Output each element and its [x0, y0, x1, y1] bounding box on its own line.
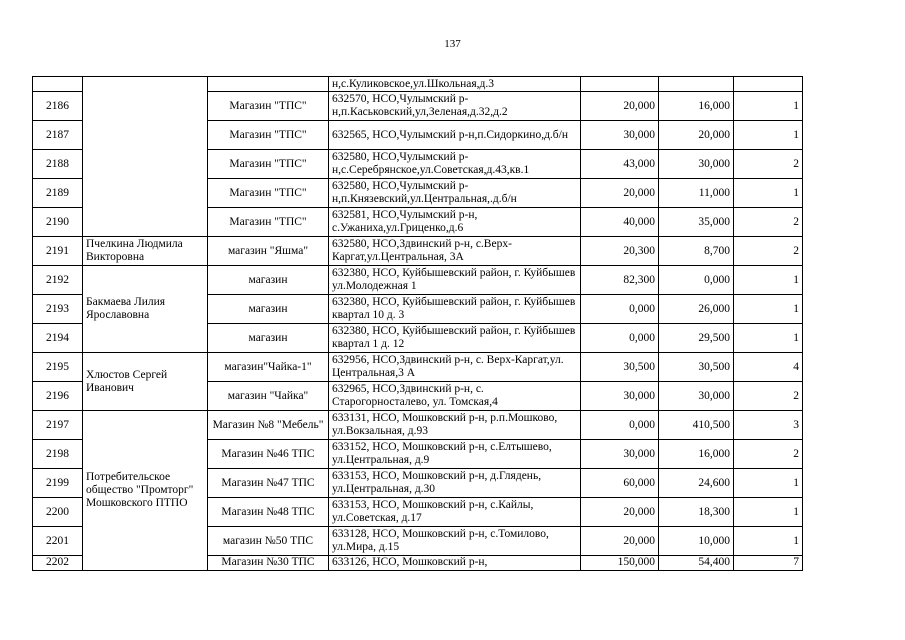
value3-cell: 2	[734, 440, 803, 469]
value1-cell: 30,000	[581, 440, 659, 469]
value1-cell: 82,300	[581, 266, 659, 295]
row-number-cell: 2187	[33, 121, 83, 150]
value3-cell: 3	[734, 411, 803, 440]
table-row	[33, 411, 803, 440]
row-number-cell: 2186	[33, 92, 83, 121]
object-cell: Магазин №48 ТПС	[208, 498, 329, 527]
row-number-cell: 2192	[33, 266, 83, 295]
value1-cell: 40,000	[581, 208, 659, 237]
address-cell: 632580, НСО,Здвинский р-н, с.Верх-Каргат,ул.Центральная, 3А	[329, 237, 581, 266]
address-cell: 633131, НСО, Мошковский р-н, р.п.Мошково, ул.Вокзальная, д.93	[329, 411, 581, 440]
object-cell: магазин	[208, 266, 329, 295]
object-cell: Магазин №46 ТПС	[208, 440, 329, 469]
value3-cell: 1	[734, 179, 803, 208]
value3-cell: 2	[734, 208, 803, 237]
object-cell: Магазин №8 "Мебель"	[208, 411, 329, 440]
address-cell: 632580, НСО,Чулымский р-н,п.Князевский,ул.Центральная,.д.б/н	[329, 179, 581, 208]
address-cell: 632565, НСО,Чулымский р-н,п.Сидоркино,д.б/н	[329, 121, 581, 150]
object-cell: Магазин №30 ТПС	[208, 556, 329, 571]
row-number-cell: 2199	[33, 469, 83, 498]
value1-cell: 150,000	[581, 556, 659, 571]
value3-cell: 1	[734, 121, 803, 150]
object-cell: магазин"Чайка-1"	[208, 353, 329, 382]
table-row	[33, 353, 803, 382]
row-number-cell: 2189	[33, 179, 83, 208]
value3-cell: 4	[734, 353, 803, 382]
object-cell: магазин	[208, 324, 329, 353]
value2-cell: 26,000	[659, 295, 734, 324]
row-number-cell: 2195	[33, 353, 83, 382]
value3-cell: 1	[734, 498, 803, 527]
table-row	[33, 77, 803, 92]
row-number-cell: 2201	[33, 527, 83, 556]
value3-cell	[734, 77, 803, 92]
address-cell: 633128, НСО, Мошковский р-н, с.Томилово, ул.Мира, д.15	[329, 527, 581, 556]
value2-cell: 30,000	[659, 150, 734, 179]
address-cell: 633152, НСО, Мошковский р-н, с.Елтышево, ул.Центральная, д.9	[329, 440, 581, 469]
value3-cell: 7	[734, 556, 803, 571]
object-cell: магазин	[208, 295, 329, 324]
row-number-cell: 2198	[33, 440, 83, 469]
value3-cell: 1	[734, 92, 803, 121]
value1-cell: 30,000	[581, 382, 659, 411]
value2-cell: 16,000	[659, 92, 734, 121]
value2-cell: 30,000	[659, 382, 734, 411]
value1-cell: 43,000	[581, 150, 659, 179]
owner-cell: Потребительское общество "Промторг" Мошковского ПТПО	[83, 411, 208, 571]
address-cell: 633153, НСО, Мошковский р-н, с.Кайлы, ул.Советская, д.17	[329, 498, 581, 527]
address-cell: 632380, НСО, Куйбышевский район, г. Куйбышев квартал 1 д. 12	[329, 324, 581, 353]
row-number-cell: 2196	[33, 382, 83, 411]
address-cell: 632965, НСО,Здвинский р-н, с. Старогорносталево, ул. Томская,4	[329, 382, 581, 411]
value2-cell: 54,400	[659, 556, 734, 571]
table-row	[33, 237, 803, 266]
value2-cell: 35,000	[659, 208, 734, 237]
value2-cell	[659, 77, 734, 92]
value2-cell: 24,600	[659, 469, 734, 498]
owner-cell: Хлюстов Сергей Иванович	[83, 353, 208, 411]
value2-cell: 18,300	[659, 498, 734, 527]
address-cell: 632380, НСО, Куйбышевский район, г. Куйбышев квартал 10 д. 3	[329, 295, 581, 324]
value1-cell: 30,000	[581, 121, 659, 150]
value1-cell: 0,000	[581, 411, 659, 440]
value1-cell: 20,000	[581, 92, 659, 121]
address-cell: 632581, НСО,Чулымский р-н, с.Ужаниха,ул.Гриценко,д.6	[329, 208, 581, 237]
value2-cell: 10,000	[659, 527, 734, 556]
object-cell: Магазин "ТПС"	[208, 179, 329, 208]
object-cell: магазин №50 ТПС	[208, 527, 329, 556]
row-number-cell: 2191	[33, 237, 83, 266]
row-number-cell: 2190	[33, 208, 83, 237]
value2-cell: 16,000	[659, 440, 734, 469]
value1-cell: 20,300	[581, 237, 659, 266]
row-number-cell: 2197	[33, 411, 83, 440]
object-cell: Магазин "ТПС"	[208, 121, 329, 150]
row-number-cell: 2194	[33, 324, 83, 353]
value1-cell	[581, 77, 659, 92]
address-cell: 632580, НСО,Чулымский р-н,с.Серебрянское,ул.Советская,д.43,кв.1	[329, 150, 581, 179]
row-number-cell: 2193	[33, 295, 83, 324]
object-cell: магазин "Яшма"	[208, 237, 329, 266]
table-row	[33, 266, 803, 295]
value3-cell: 1	[734, 469, 803, 498]
value2-cell: 410,500	[659, 411, 734, 440]
object-cell: магазин "Чайка"	[208, 382, 329, 411]
row-number-cell: 2200	[33, 498, 83, 527]
address-cell: н,с.Куликовское,ул.Школьная,д.3	[329, 77, 581, 92]
value2-cell: 20,000	[659, 121, 734, 150]
value1-cell: 0,000	[581, 295, 659, 324]
row-number-cell	[33, 77, 83, 92]
owner-cell	[83, 77, 208, 237]
value1-cell: 30,500	[581, 353, 659, 382]
value1-cell: 20,000	[581, 179, 659, 208]
owner-cell: Пчелкина Людмила Викторовна	[83, 237, 208, 266]
value3-cell: 2	[734, 237, 803, 266]
address-cell: 632956, НСО,Здвинский р-н, с. Верх-Каргат,ул. Центральная,3 А	[329, 353, 581, 382]
value3-cell: 1	[734, 527, 803, 556]
registry-table	[32, 76, 803, 571]
value3-cell: 2	[734, 150, 803, 179]
value3-cell: 1	[734, 295, 803, 324]
value2-cell: 8,700	[659, 237, 734, 266]
value1-cell: 20,000	[581, 498, 659, 527]
object-cell: Магазин "ТПС"	[208, 208, 329, 237]
address-cell: 633153, НСО, Мошковский р-н, д.Глядень, ул.Центральная, д.30	[329, 469, 581, 498]
value2-cell: 30,500	[659, 353, 734, 382]
value3-cell: 1	[734, 266, 803, 295]
value2-cell: 0,000	[659, 266, 734, 295]
value2-cell: 29,500	[659, 324, 734, 353]
object-cell: Магазин "ТПС"	[208, 150, 329, 179]
object-cell: Магазин "ТПС"	[208, 92, 329, 121]
address-cell: 632380, НСО, Куйбышевский район, г. Куйбышев ул.Молодежная 1	[329, 266, 581, 295]
page-number: 137	[444, 38, 461, 50]
object-cell	[208, 77, 329, 92]
value1-cell: 20,000	[581, 527, 659, 556]
value2-cell: 11,000	[659, 179, 734, 208]
value3-cell: 1	[734, 324, 803, 353]
row-number-cell: 2202	[33, 556, 83, 571]
address-cell: 633126, НСО, Мошковский р-н,	[329, 556, 581, 571]
value1-cell: 0,000	[581, 324, 659, 353]
row-number-cell: 2188	[33, 150, 83, 179]
value3-cell: 2	[734, 382, 803, 411]
value1-cell: 60,000	[581, 469, 659, 498]
owner-cell: Бакмаева Лилия Ярославовна	[83, 266, 208, 353]
address-cell: 632570, НСО,Чулымский р-н,п.Каськовский,ул,Зеленая,д.32,д.2	[329, 92, 581, 121]
object-cell: Магазин №47 ТПС	[208, 469, 329, 498]
